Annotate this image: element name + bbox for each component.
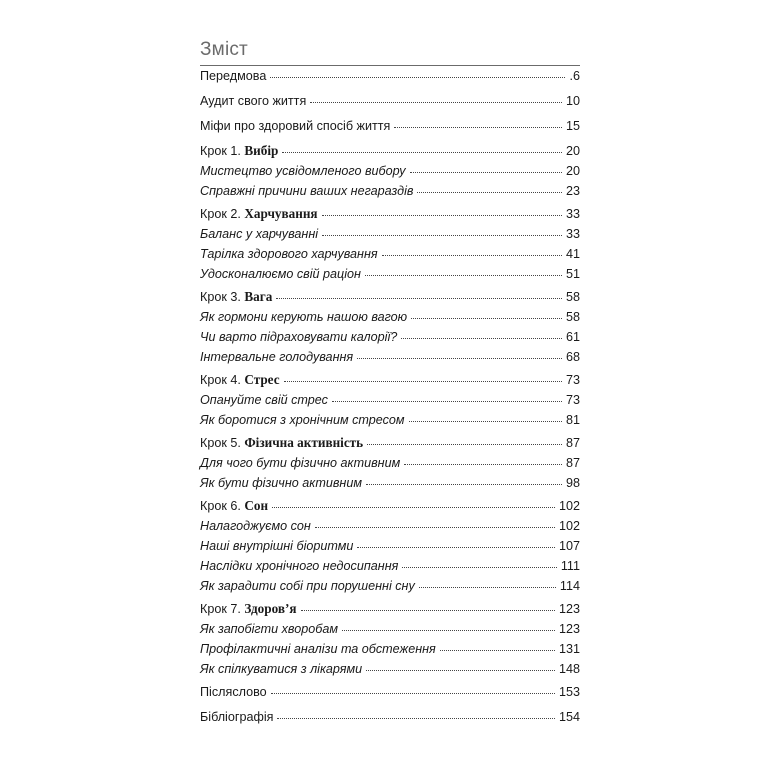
toc-step-name: Стрес [244, 372, 280, 387]
dot-leader [332, 400, 562, 402]
page-number: 58 [565, 290, 580, 304]
dot-leader [365, 274, 562, 276]
toc-entry-title [200, 410, 405, 430]
toc-entry [200, 370, 580, 390]
toc-entry-title [200, 244, 378, 264]
toc-entry [200, 91, 580, 111]
toc-subentry [200, 307, 580, 327]
toc-entry-prefix: Удосконалюємо свій раціон [200, 267, 361, 281]
dot-leader [410, 171, 562, 173]
dot-leader [366, 483, 562, 485]
toc-entry [200, 204, 580, 224]
dot-leader [342, 629, 555, 631]
page-number: 33 [565, 227, 580, 241]
dot-leader [284, 380, 562, 382]
toc-entry-title [200, 453, 400, 473]
toc-subentry [200, 224, 580, 244]
page-number: 58 [565, 310, 580, 324]
dot-leader [402, 566, 556, 568]
toc-entry-prefix: Налагоджуємо сон [200, 519, 311, 533]
page-number: 61 [565, 330, 580, 344]
toc-entry-prefix: Тарілка здорового харчування [200, 247, 378, 261]
page-number: 114 [559, 579, 580, 593]
dot-leader [271, 692, 555, 694]
page-number: 123 [558, 602, 580, 616]
toc-subentry [200, 453, 580, 473]
toc-entry-prefix: Як спілкуватися з лікарями [200, 662, 363, 676]
toc-subentry [200, 347, 580, 367]
toc-step-name: Вага [244, 289, 273, 304]
page-number: 81 [565, 413, 580, 427]
toc-entry [200, 682, 580, 702]
toc-subentry [200, 327, 580, 347]
toc-entry-title [200, 556, 398, 576]
page-number: 102 [558, 499, 580, 513]
toc-entry-prefix: Передмова [200, 69, 267, 83]
toc-entry-prefix: Мистецтво усвідомленого вибору [200, 164, 406, 178]
page-number: 154 [558, 710, 580, 724]
page-number: 20 [565, 144, 580, 158]
toc-entry [200, 66, 580, 86]
toc-entry-title [200, 204, 318, 224]
toc-entry-title [200, 473, 362, 493]
toc-entry-prefix: Справжні причини ваших негараздів [200, 184, 414, 198]
toc-entry-title [200, 91, 306, 111]
toc-entry-prefix: Крок 1. [200, 144, 245, 158]
dot-leader [322, 214, 562, 216]
toc-entry-title [200, 370, 280, 390]
dot-leader [409, 420, 562, 422]
toc-step-name: Вибір [244, 143, 279, 158]
toc-subentry [200, 410, 580, 430]
toc-entry-title [200, 576, 415, 596]
page-title: Зміст [200, 39, 248, 60]
dot-leader [417, 191, 562, 193]
toc-entry-title [200, 116, 390, 136]
toc-entry-prefix: Чи варто підраховувати калорії? [200, 330, 398, 344]
toc-entry-prefix: Крок 3. [200, 290, 245, 304]
toc-entry-title [200, 141, 278, 161]
toc-entry-title [200, 682, 267, 702]
toc-entry-prefix: Як бути фізично активним [200, 476, 362, 490]
toc-subentry [200, 181, 580, 201]
toc-entry [200, 599, 580, 619]
toc-entry-title [200, 707, 273, 727]
toc-entry-prefix: Післяслово [200, 685, 267, 699]
toc-entry-prefix: Опануйте свій стрес [200, 393, 328, 407]
toc-entry-title [200, 161, 406, 181]
toc-subentry [200, 516, 580, 536]
toc-subentry [200, 264, 580, 284]
toc-entry-prefix: Як гормони керують нашою вагою [200, 310, 408, 324]
toc-entry-prefix: Як зарадити собі при порушенні сну [200, 579, 415, 593]
page-number: 153 [558, 685, 580, 699]
toc-entry-prefix: Баланс у харчуванні [200, 227, 319, 241]
dot-leader [357, 546, 555, 548]
page-number: 131 [558, 642, 580, 656]
toc-subentry [200, 556, 580, 576]
page-number: 98 [565, 476, 580, 490]
toc-entry [200, 116, 580, 136]
toc-entry [200, 287, 580, 307]
toc-entry-prefix: Для чого бути фізично активним [200, 456, 401, 470]
toc-entry [200, 496, 580, 516]
toc-entry-title [200, 536, 353, 556]
toc-step-name: Здоров’я [244, 601, 297, 616]
toc-entry-title [200, 390, 328, 410]
toc-entry [200, 141, 580, 161]
toc-entry-prefix: Крок 5. [200, 436, 245, 450]
page-number: 68 [565, 350, 580, 364]
page-number: 41 [565, 247, 580, 261]
toc-entry-prefix: Наслідки хронічного недосипання [200, 559, 399, 573]
toc-entry [200, 433, 580, 453]
toc-entry-title [200, 639, 436, 659]
toc-entry-title [200, 347, 353, 367]
page-number: 107 [558, 539, 580, 553]
toc-entry-title [200, 433, 363, 453]
toc-subentry [200, 619, 580, 639]
toc-step-name: Сон [244, 498, 269, 513]
dot-leader [382, 254, 562, 256]
page-number: .6 [569, 69, 580, 83]
toc-entry-title [200, 516, 311, 536]
page-number: 123 [558, 622, 580, 636]
toc-entry-prefix: Наші внутрішні біоритми [200, 539, 354, 553]
dot-leader [401, 337, 562, 339]
dot-leader [367, 443, 562, 445]
toc-step-name: Фізична активність [244, 435, 364, 450]
dot-leader [310, 101, 562, 103]
page-number: 51 [565, 267, 580, 281]
page-number: 10 [565, 94, 580, 108]
toc-entry-title [200, 307, 407, 327]
dot-leader [282, 151, 562, 153]
table-of-contents [200, 66, 580, 727]
dot-leader [276, 297, 562, 299]
toc-subentry [200, 390, 580, 410]
toc-entry-title [200, 66, 266, 86]
toc-entry-prefix: Бібліографія [200, 710, 274, 724]
page-number: 73 [565, 373, 580, 387]
toc-entry-prefix: Як боротися з хронічним стресом [200, 413, 405, 427]
toc-entry-title [200, 659, 362, 679]
toc-subentry [200, 659, 580, 679]
dot-leader [419, 586, 556, 588]
toc-entry-prefix: Крок 7. [200, 602, 245, 616]
toc-entry-prefix: Аудит свого життя [200, 94, 307, 108]
page-number: 87 [565, 436, 580, 450]
dot-leader [270, 76, 565, 78]
dot-leader [357, 357, 562, 359]
dot-leader [394, 126, 562, 128]
page-number: 15 [565, 119, 580, 133]
toc-entry-title [200, 287, 272, 307]
toc-entry-prefix: Інтервальне голодування [200, 350, 354, 364]
toc-entry-title [200, 224, 318, 244]
dot-leader [277, 717, 555, 719]
toc-entry-prefix: Крок 2. [200, 207, 245, 221]
page-number: 20 [565, 164, 580, 178]
toc-entry-prefix: Як запобігти хворобам [200, 622, 338, 636]
toc-subentry [200, 161, 580, 181]
dot-leader [301, 609, 555, 611]
toc-entry-prefix: Міфи про здоровий спосіб життя [200, 119, 391, 133]
toc-subentry [200, 639, 580, 659]
toc-entry [200, 707, 580, 727]
toc-entry-title [200, 599, 297, 619]
page-number: 111 [560, 559, 580, 573]
dot-leader [440, 649, 555, 651]
toc-entry-prefix: Крок 4. [200, 373, 245, 387]
dot-leader [272, 506, 555, 508]
page-number: 73 [565, 393, 580, 407]
toc-entry-prefix: Крок 6. [200, 499, 245, 513]
page-number: 23 [565, 184, 580, 198]
toc-subentry [200, 244, 580, 264]
dot-leader [404, 463, 562, 465]
dot-leader [322, 234, 562, 236]
dot-leader [411, 317, 562, 319]
page-number: 148 [558, 662, 580, 676]
toc-entry-title [200, 496, 268, 516]
toc-subentry [200, 536, 580, 556]
toc-entry-title [200, 327, 397, 347]
toc-step-name: Харчування [244, 206, 318, 221]
toc-entry-title [200, 264, 361, 284]
dot-leader [366, 669, 555, 671]
toc-entry-title [200, 181, 413, 201]
page-number: 87 [565, 456, 580, 470]
dot-leader [315, 526, 555, 528]
toc-entry-prefix: Профілактичні аналізи та обстеження [200, 642, 436, 656]
toc-entry-title [200, 619, 338, 639]
page-number: 33 [565, 207, 580, 221]
page-number: 102 [558, 519, 580, 533]
toc-subentry [200, 473, 580, 493]
toc-subentry [200, 576, 580, 596]
